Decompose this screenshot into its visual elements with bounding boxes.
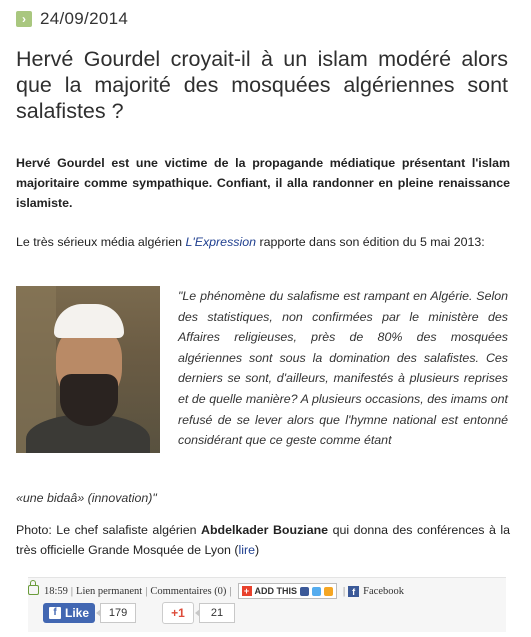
post-photo: [16, 286, 160, 453]
photo-caption: [16, 520, 510, 560]
post-quote: "Le phénomène du salafisme est rampant en Algérie. Selon des statistiques, non confirmées par le ministère des Affaires religieuses, près de 80% des mosquées algériennes sont sous la domination des salafistes. Ces derniers se sont, d'ailleurs, manifestés à plusieurs reprises et de quelle manière? A plusieurs occasions, des imams ont refusé de se lever alors que l'hymne national est entonné considérant que ce geste comme étant: [178, 289, 508, 448]
post-date: 24/09/2014: [40, 9, 129, 28]
comments-link[interactable]: Commentaires (0): [150, 585, 227, 597]
paragraph-text-after: rapporte dans son édition du 5 mai 2013:: [259, 235, 485, 249]
addthis-icon: +: [242, 586, 252, 596]
facebook-like-icon: f: [49, 607, 61, 619]
caption-person-name: Abdelkader Bouziane: [201, 523, 329, 537]
post-lead: Hervé Gourdel est une victime de la propagande médiatique présentant l'islam majoritaire comme sympathique. Confiant, il alla randonner en pleine renaissance islamiste.: [16, 156, 510, 210]
like-label: Like: [65, 606, 90, 620]
caption-text-end: ): [255, 543, 260, 557]
caption-text-after: qui donna des conférences à la très officielle Grande Mosquée de Lyon (: [16, 523, 511, 557]
post-title: Hervé Gourdel croyait-il à un islam modéré alors que la majorité des mosquées algériennes sont salafistes ?: [16, 47, 508, 123]
social-buttons: [43, 602, 235, 624]
facebook-like-button[interactable]: [43, 603, 95, 623]
addthis-label: ADD THIS: [254, 586, 298, 596]
post-footer: [28, 577, 506, 632]
google-plus-button[interactable]: +1: [162, 602, 194, 624]
gplus-count: 21: [199, 603, 235, 623]
permalink-link[interactable]: Lien permanent: [76, 585, 143, 597]
caption-text-before: Photo: Le chef salafiste algérien: [16, 523, 197, 537]
media-link[interactable]: L'Expression: [185, 235, 257, 249]
post-quote-end: «une bidaâ» (innovation)": [16, 491, 157, 505]
facebook-icon: f: [348, 586, 359, 597]
facebook-share-link[interactable]: Facebook: [363, 585, 404, 597]
lock-icon: [28, 585, 39, 595]
like-count: 179: [100, 603, 136, 623]
post-paragraph: [16, 232, 510, 252]
footer-meta: 18:59 | Lien permanent | Commentaires (0) | + ADD THIS | f Facebook: [28, 583, 404, 599]
post-time: 18:59: [44, 585, 68, 597]
post-date-row: [16, 9, 128, 29]
chevron-right-icon: ›: [16, 11, 32, 27]
addthis-button[interactable]: [238, 583, 338, 599]
read-link[interactable]: lire: [238, 543, 255, 557]
paragraph-text-before: Le très sérieux média algérien: [16, 235, 182, 249]
